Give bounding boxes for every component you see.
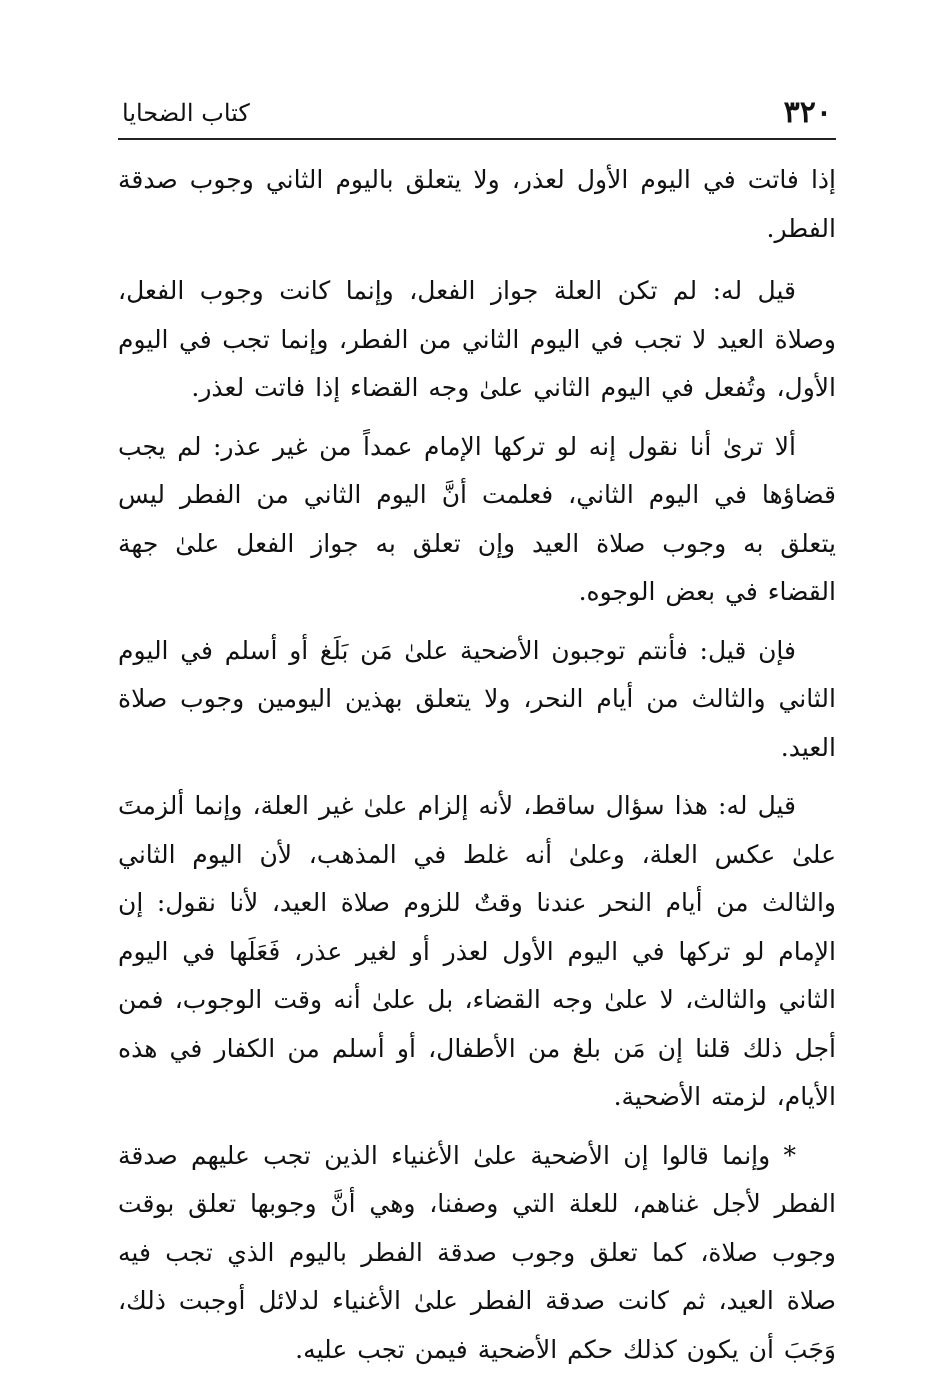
page-number: ٣٢٠	[783, 95, 832, 130]
paragraph-reply-cause: قيل له: لم تكن العلة جواز الفعل، وإنما كانت وجوب الفعل، وصلاة العيد لا تجب في اليوم الثاني من الفطر، وإنما تجب في اليوم الأول، وتُفعل في اليوم الثاني علىٰ وجه القضاء إذا فاتت لعذر.	[118, 276, 836, 402]
book-page	[118, 92, 836, 1364]
body-text	[118, 156, 836, 1374]
paragraph-objection: فإن قيل: فأنتم توجبون الأضحية علىٰ مَن بَلَغ أو أسلم في اليوم الثاني والثالث من أيام النحر، ولا يتعلق بهذين اليومين وجوب صلاة العيد.	[118, 635, 836, 762]
running-header	[118, 92, 836, 140]
paragraph-reply-objection: قيل له: هذا سؤال ساقط، لأنه إلزام علىٰ غير العلة، وإنما ألزمتَ علىٰ عكس العلة، وعلىٰ أنه غلط في المذهب، لأن اليوم الثاني والثالث من أيام النحر عندنا وقتٌ للزوم صلاة العيد، لأنا نقول: إن الإمام لو تركها في اليوم الأول لعذر أو لغير عذر، فَعَلَها في اليوم الثاني والثالث، لا علىٰ وجه القضاء، بل علىٰ أنه وقت الوجوب، فمن أجل ذلك قلنا إن مَن بلغ من الأطفال، أو أسلم من الكفار في هذه الأيام، لزمته الأضحية.	[118, 791, 836, 1111]
paragraph-imam-example: ألا ترىٰ أنا نقول إنه لو تركها الإمام عمداً من غير عذر: لم يجب قضاؤها في اليوم الثاني، فعلمت أنَّ اليوم الثاني من الفطر ليس يتعلق به وجوب صلاة العيد وإن تعلق به جواز الفعل علىٰ جهة القضاء في بعض الوجوه.	[118, 431, 836, 606]
paragraph-continuation: إذا فاتت في اليوم الأول لعذر، ولا يتعلق باليوم الثاني وجوب صدقة الفطر.	[118, 165, 836, 243]
paragraph-wealthy-rule: * وإنما قالوا إن الأضحية علىٰ الأغنياء الذين تجب عليهم صدقة الفطر لأجل غناهم، للعلة التي وصفنا، وهي أنَّ وجوبها تعلق بوقت وجوب صلاة، كما تعلق وجوب صدقة الفطر باليوم الذي تجب فيه صلاة العيد، ثم كانت صدقة الفطر علىٰ الأغنياء لدلائل أوجبت ذلك، وَجَبَ أن يكون كذلك حكم الأضحية فيمن تجب عليه.	[118, 1140, 836, 1364]
book-title: كتاب الضحايا	[122, 99, 250, 127]
